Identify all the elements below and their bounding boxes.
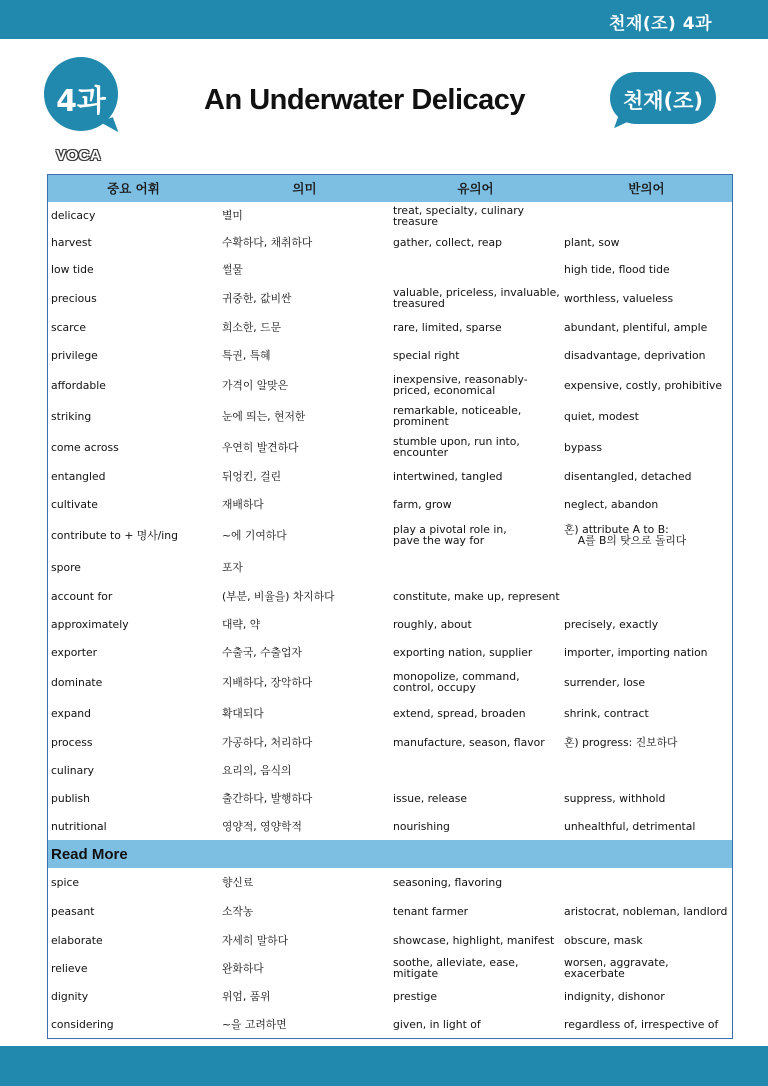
cell-synonyms: rare, limited, sparse [393, 320, 502, 334]
cell-meaning: ~을 고려하면 [222, 1017, 287, 1031]
cell-antonyms: precisely, exactly [564, 617, 659, 631]
cell-meaning: 특권, 특혜 [222, 348, 271, 362]
cell-synonyms: soothe, alleviate, ease, mitigate [393, 956, 519, 980]
cell-word: nutritional [51, 819, 107, 833]
cell-word: elaborate [51, 933, 103, 947]
cell-antonyms: unhealthful, detrimental [564, 819, 696, 833]
cell-antonyms: regardless of, irrespective of [564, 1017, 719, 1031]
publisher-badge [610, 72, 716, 124]
table-row [48, 582, 732, 610]
cell-antonyms: worthless, valueless [564, 291, 674, 305]
cell-antonyms: importer, importing nation [564, 645, 708, 659]
publisher-badge-label: 천재(조) [622, 89, 704, 113]
cell-word: relieve [51, 961, 88, 975]
cell-meaning: 요리의, 음식의 [222, 763, 292, 777]
cell-meaning: 대략, 약 [222, 617, 261, 631]
cell-word: precious [51, 291, 97, 305]
cell-word: privilege [51, 348, 98, 362]
cell-word: publish [51, 791, 91, 805]
cell-meaning: 소작농 [222, 904, 254, 918]
cell-word: contribute to + 명사/ing [51, 528, 179, 542]
cell-word: culinary [51, 763, 95, 777]
cell-word: affordable [51, 378, 106, 392]
cell-synonyms: monopolize, command, control, occupy [393, 670, 520, 694]
cell-synonyms: constitute, make up, represent [393, 589, 560, 603]
table-row [48, 926, 732, 954]
cell-meaning: 뒤엉킨, 걸린 [222, 469, 282, 483]
cell-word: peasant [51, 904, 95, 918]
cell-synonyms: stumble upon, run into, encounter [393, 435, 520, 459]
cell-meaning: 포자 [222, 560, 243, 574]
cell-synonyms: showcase, highlight, manifest [393, 933, 555, 947]
table-row [48, 552, 732, 582]
table-body-read-more [48, 868, 732, 1038]
cell-antonyms: plant, sow [564, 236, 620, 249]
cell-word: dignity [51, 989, 89, 1003]
cell-meaning: 귀중한, 값비싼 [222, 291, 292, 305]
cell-synonyms: valuable, priceless, invaluable, treasured [393, 286, 560, 310]
cell-synonyms: intertwined, tangled [393, 469, 503, 483]
column-header-word: 중요 어휘 [107, 181, 160, 196]
cell-word: process [51, 735, 93, 749]
cell-meaning: 썰물 [222, 262, 243, 276]
cell-antonyms: expensive, costly, prohibitive [564, 378, 722, 392]
table-row [48, 954, 732, 982]
table-header [48, 175, 732, 202]
cell-word: scarce [51, 320, 86, 334]
table-row [48, 1010, 732, 1038]
cell-antonyms: indignity, dishonor [564, 989, 665, 1003]
table-body-main [48, 202, 732, 840]
cell-meaning: 별미 [222, 209, 243, 222]
table-row [48, 462, 732, 490]
table-row [48, 756, 732, 784]
cell-synonyms: exporting nation, supplier [393, 645, 533, 659]
cell-meaning: 우연히 발견하다 [222, 440, 299, 454]
cell-word: come across [51, 440, 119, 454]
cell-meaning: 확대되다 [222, 706, 264, 720]
cell-synonyms: tenant farmer [393, 904, 469, 918]
cell-meaning: 영양적, 영양학적 [222, 819, 302, 833]
cell-word: account for [51, 589, 113, 603]
cell-antonyms: surrender, lose [564, 675, 646, 689]
cell-synonyms: special right [393, 348, 460, 362]
cell-synonyms: prestige [393, 989, 438, 1003]
voca-section-label: VOCA [56, 147, 102, 164]
cell-meaning: 완화하다 [222, 961, 264, 975]
table-row [48, 812, 732, 840]
cell-meaning: 수확하다, 채취하다 [222, 236, 313, 249]
table-row [48, 610, 732, 638]
section-row-read-more [48, 840, 732, 868]
cell-word: expand [51, 706, 92, 720]
cell-antonyms: 혼) progress: 진보하다 [564, 735, 678, 749]
cell-word: considering [51, 1017, 114, 1031]
table-row [48, 728, 732, 756]
section-title: Read More [51, 845, 128, 863]
cell-word: dominate [51, 675, 103, 689]
vocabulary-table [47, 174, 733, 1039]
cell-word: approximately [51, 617, 129, 631]
table-row [48, 490, 732, 518]
cell-antonyms: 혼) attribute A to B: A를 B의 탓으로 돌리다 [564, 523, 687, 547]
table-row [48, 340, 732, 370]
cell-antonyms: high tide, flood tide [564, 262, 670, 276]
table-row [48, 518, 732, 552]
cell-meaning: 자세히 말하다 [222, 933, 289, 947]
lesson-badge-label: 4과 [56, 84, 106, 119]
table-row [48, 400, 732, 432]
table-row [48, 784, 732, 812]
cell-synonyms: remarkable, noticeable, prominent [393, 404, 522, 428]
column-header-antonyms: 반의어 [628, 181, 665, 196]
cell-antonyms: neglect, abandon [564, 497, 659, 511]
cell-meaning: 지배하다, 장악하다 [222, 675, 313, 689]
cell-meaning: ~에 기여하다 [222, 528, 287, 542]
lesson-badge [44, 57, 118, 131]
cell-synonyms: manufacture, season, flavor [393, 735, 545, 749]
column-header-meaning: 의미 [292, 181, 317, 196]
table-row [48, 370, 732, 400]
table-row [48, 982, 732, 1010]
cell-synonyms: farm, grow [393, 497, 452, 511]
table-row [48, 698, 732, 728]
bottom-banner [0, 1046, 768, 1086]
table-row [48, 256, 732, 282]
cell-antonyms: shrink, contract [564, 706, 649, 720]
table-row [48, 282, 732, 314]
cell-meaning: 향신료 [222, 875, 254, 889]
cell-meaning: 가격이 알맞은 [222, 378, 289, 392]
table-row [48, 202, 732, 229]
cell-meaning: 희소한, 드문 [222, 320, 282, 334]
cell-word: striking [51, 409, 92, 423]
table-row [48, 896, 732, 926]
cell-synonyms: seasoning, flavoring [393, 875, 503, 889]
cell-synonyms: extend, spread, broaden [393, 706, 526, 720]
table-row [48, 638, 732, 666]
cell-meaning: 위엄, 품위 [222, 989, 271, 1003]
cell-synonyms: nourishing [393, 819, 450, 833]
table-row [48, 314, 732, 340]
header-brand: 천재(조) 4과 [609, 14, 712, 34]
cell-meaning: 수출국, 수출업자 [222, 645, 302, 659]
cell-word: harvest [51, 236, 92, 249]
table-row [48, 868, 732, 896]
cell-synonyms: treat, specialty, culinary treasure [393, 203, 525, 228]
cell-meaning: 가공하다, 처리하다 [222, 735, 313, 749]
cell-synonyms: issue, release [393, 791, 467, 805]
cell-synonyms: given, in light of [393, 1017, 481, 1031]
cell-word: spice [51, 875, 80, 889]
cell-antonyms: aristocrat, nobleman, landlord [564, 904, 728, 918]
cell-word: entangled [51, 469, 106, 483]
table-row [48, 666, 732, 698]
cell-meaning: (부분, 비율을) 차지하다 [222, 589, 335, 603]
cell-word: low tide [51, 262, 94, 276]
column-header-synonyms: 유의어 [457, 181, 494, 196]
cell-synonyms: inexpensive, reasonably-priced, economical [393, 373, 528, 397]
cell-meaning: 눈에 띄는, 현저한 [222, 409, 306, 423]
cell-antonyms: abundant, plentiful, ample [564, 320, 708, 334]
cell-antonyms: obscure, mask [564, 933, 643, 947]
cell-word: exporter [51, 645, 98, 659]
cell-antonyms: suppress, withhold [564, 791, 666, 805]
cell-word: delicacy [51, 209, 96, 222]
cell-antonyms: disentangled, detached [564, 469, 692, 483]
cell-synonyms: gather, collect, reap [393, 236, 503, 249]
cell-word: spore [51, 560, 81, 574]
cell-antonyms: worsen, aggravate, exacerbate [564, 956, 669, 980]
page-title: An Underwater Delicacy [204, 84, 526, 116]
cell-antonyms: disadvantage, deprivation [564, 348, 706, 362]
cell-antonyms: bypass [564, 440, 602, 454]
cell-synonyms: play a pivotal role in, pave the way for [393, 523, 507, 547]
table-row [48, 432, 732, 462]
table-row [48, 229, 732, 256]
cell-meaning: 재배하다 [222, 497, 264, 511]
top-banner [0, 0, 768, 39]
cell-meaning: 출간하다, 발행하다 [222, 791, 313, 805]
cell-antonyms: quiet, modest [564, 409, 639, 423]
cell-synonyms: roughly, about [393, 617, 472, 631]
cell-word: cultivate [51, 497, 98, 511]
